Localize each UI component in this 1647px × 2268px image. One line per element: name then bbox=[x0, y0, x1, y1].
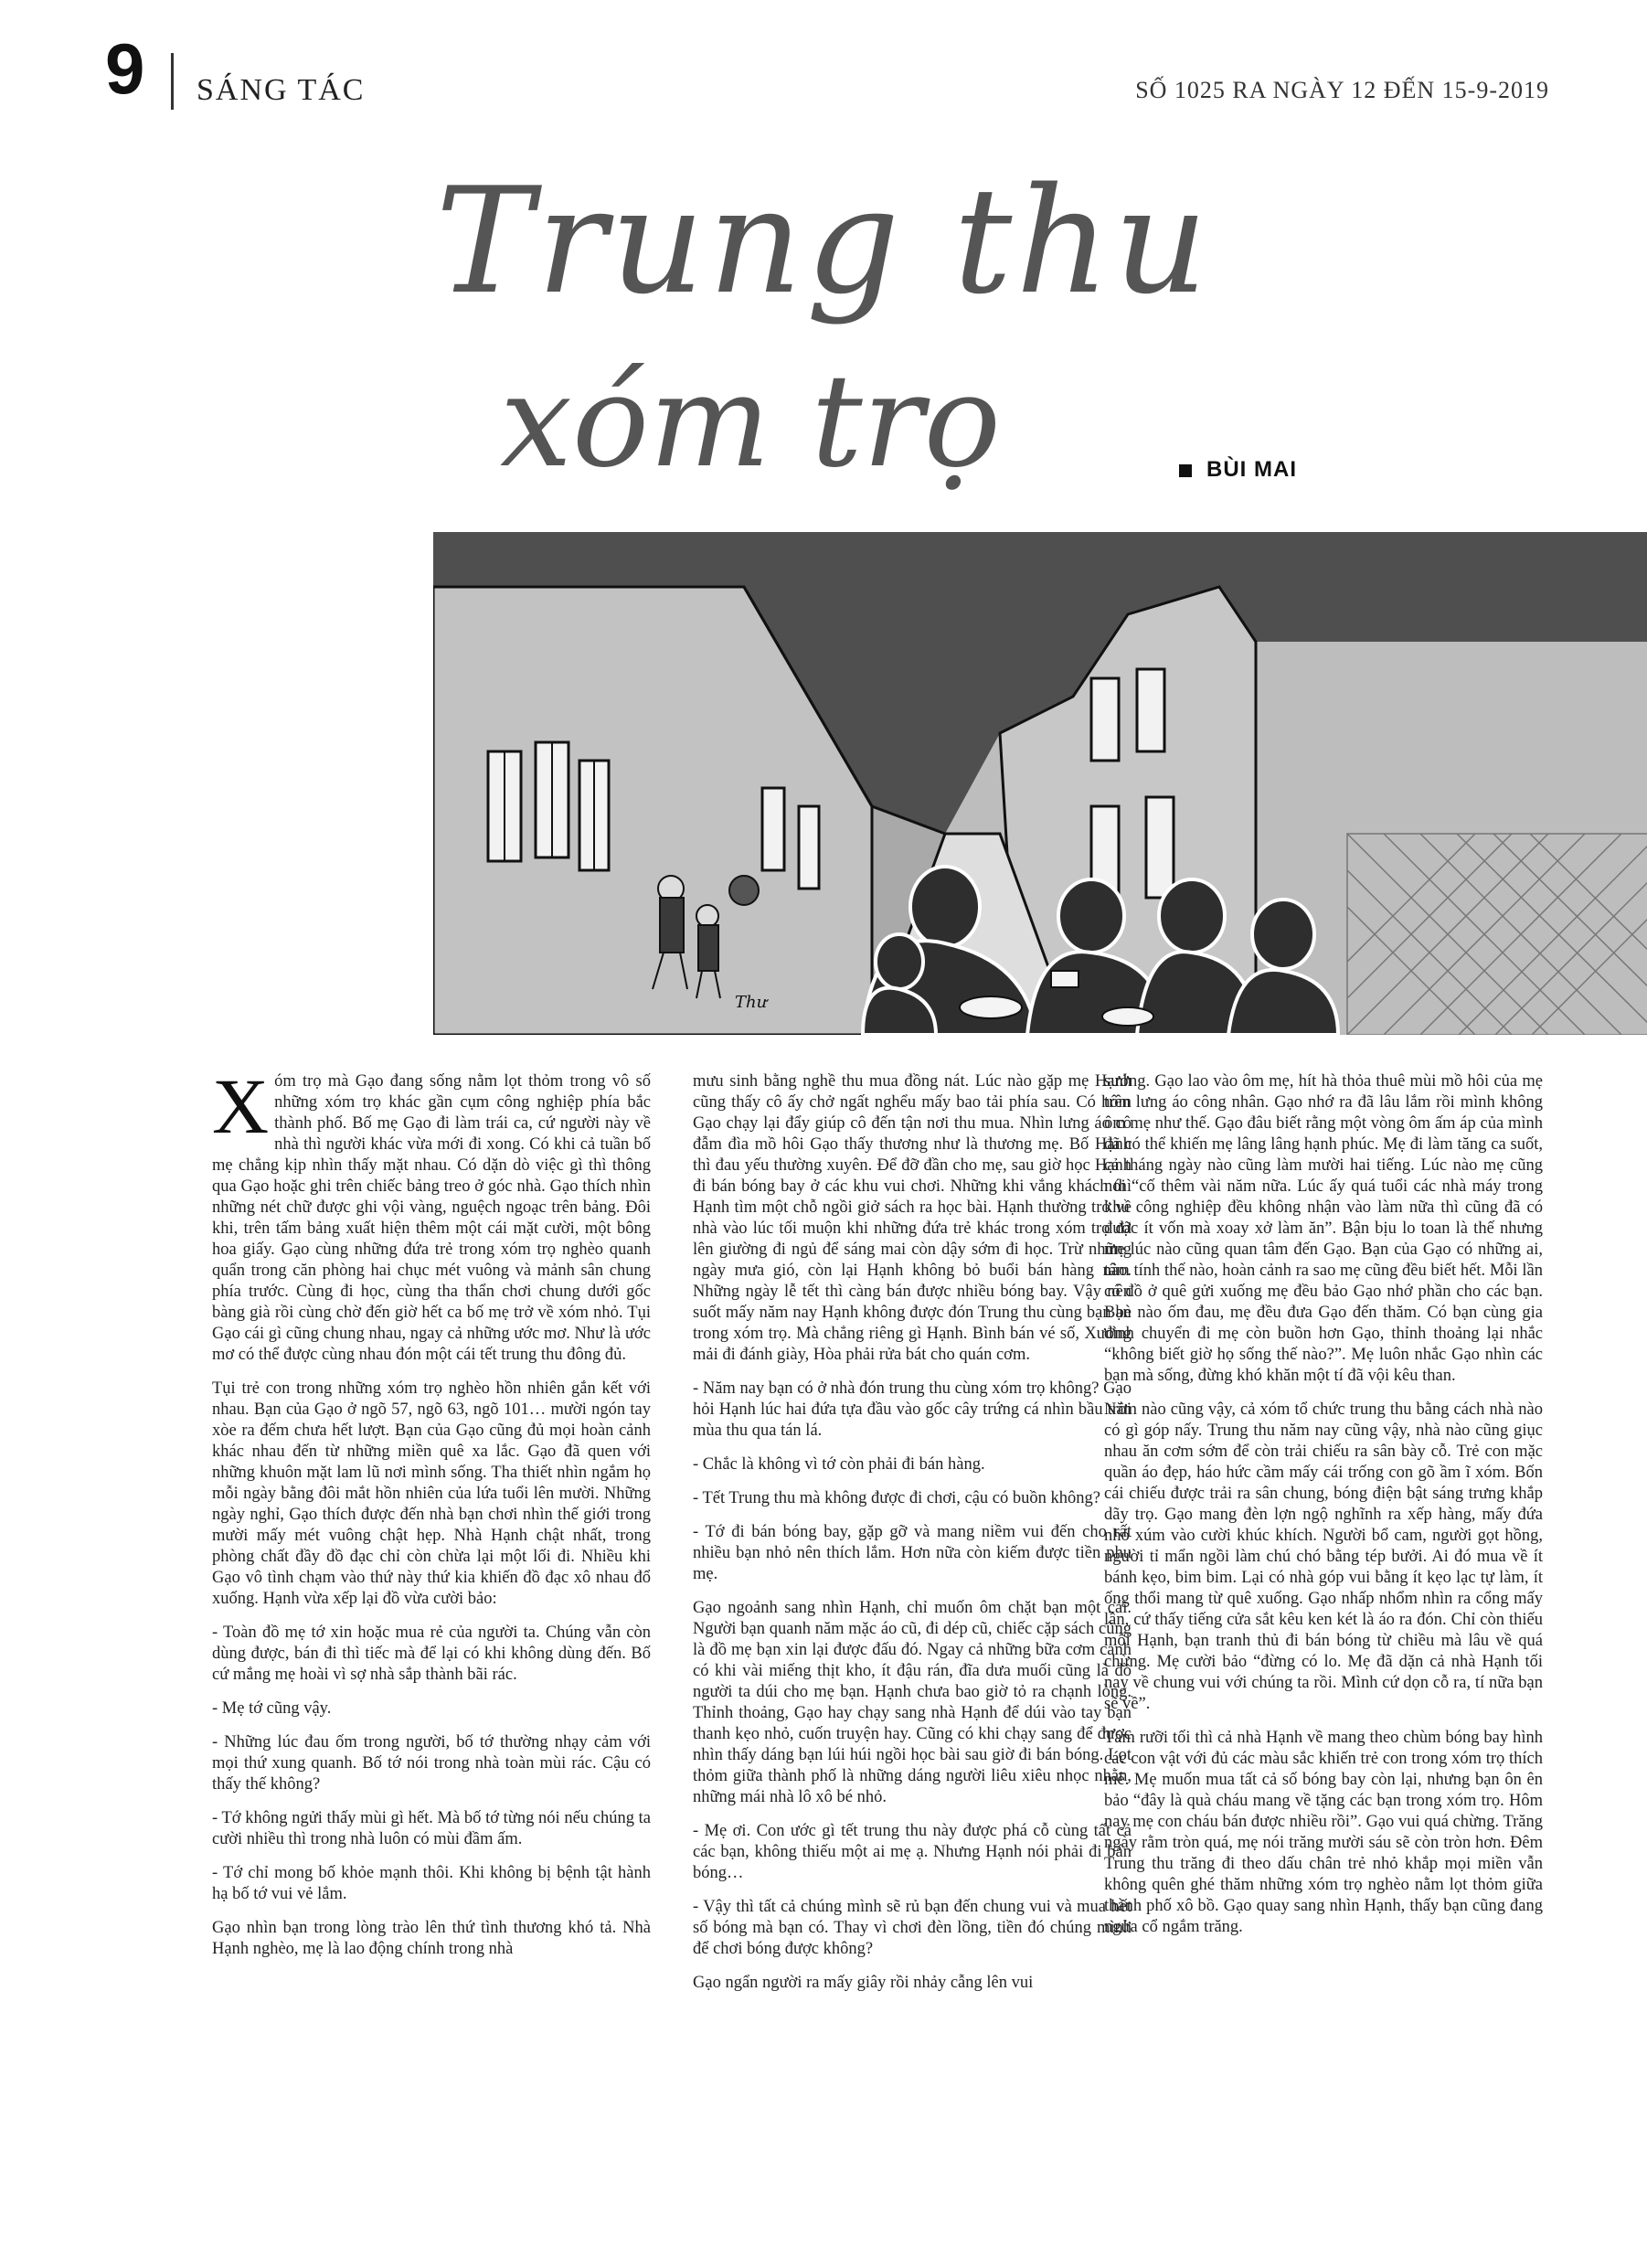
paragraph: sướng. Gạo lao vào ôm mẹ, hít hà thỏa thuê mùi mồ hôi của mẹ trên lưng áo công nhân. Gạo nhớ ra đã lâu lắm rồi mình không ôm mẹ như thế. Gạo đâu biết rằng một vòng ôm ấm áp của mình đã có thể khiến mẹ lâng lâng hạnh phúc. Mẹ đi làm tăng ca suốt, cả tháng ngày nào cũng làm mười hai tiếng. Lúc nào mẹ cũng nói “cố thêm vài năm nữa. Lúc ấy quá tuổi các nhà máy trong khu công nghiệp đều không nhận vào làm nữa thì cũng đã có được ít vốn mà xoay xở làm ăn”. Bận bịu lo toan là thế nhưng mẹ lúc nào cũng quan tâm đến Gạo. Bạn của Gạo có những ai, tâm tính thế nào, hoàn cảnh ra sao mẹ cũng đều biết hết. Mỗi lần có đồ ở quê gửi xuống mẹ đều bảo Gạo nhớ phần cho các bạn. Bạn nào ốm đau, mẹ đều đưa Gạo đến thăm. Có bạn cùng gia đình chuyển đi mẹ còn buồn hơn Gạo, thỉnh thoảng lại nhắc “không biết giờ họ sống thế nào?”. Mẹ luôn nhắc Gạo nhìn các bạn mà sống, đừng khó khăn một tí đã vội kêu than. bbox=[1104, 1072, 1543, 1385]
paragraph: - Tớ đi bán bóng bay, gặp gỡ và mang niềm vui đến cho rất nhiều bạn nhỏ nên thích lắm. Hơn nữa còn kiếm được tiền phụ mẹ. bbox=[693, 1523, 1132, 1583]
paragraph: - Tớ chỉ mong bố khỏe mạnh thôi. Khi không bị bệnh tật hành hạ bố tớ vui vẻ lắm. bbox=[212, 1864, 651, 1903]
drop-cap: X bbox=[212, 1062, 270, 1150]
section-title: SÁNG TÁC bbox=[197, 73, 366, 107]
square-bullet-icon bbox=[1179, 464, 1192, 477]
paragraph: Xóm trọ mà Gạo đang sống nằm lọt thỏm trong vô số những xóm trọ khác gần cụm công nghiệp phía bắc thành phố. Bố mẹ Gạo đi làm trái ca, cứ người này về nhà thì người khác vừa mới đi xong. Có khi cả tuần bố mẹ chẳng kịp nhìn thấy mặt nhau. Có dặn dò việc gì thì thông qua Gạo hoặc ghi trên chiếc bảng treo ở góc nhà. Gạo thích nhìn những nét chữ được ghi vội vàng, nguệch ngoạc trên bảng. Đôi khi, trên tấm bảng xuất hiện thêm một cái mặt cười, một bông hoa giấy. Gạo cùng những đứa trẻ trong xóm trọ nghèo quanh quẩn trong căn phòng hai chục mét vuông và mảnh sân chung phía trước. Cùng đi học, cùng tha thẩn chơi chung dưới gốc bàng già rồi cùng chờ đến giờ hết ca bố mẹ trở về xóm nhỏ. Tụi Gạo cái gì cũng chung nhau, ngay cả những ước mơ. Như là ước mơ có thể được cùng nhau đón một cái tết trung thu đông đủ. bbox=[212, 1062, 651, 1364]
paragraph: Tám rưỡi tối thì cả nhà Hạnh về mang theo chùm bóng bay hình các con vật với đủ các màu sắc khiến trẻ con trong xóm trọ thích mê. Mẹ muốn mua tất cả số bóng bay còn lại, nhưng bạn ôn ên bảo “đây là quà cháu mang về tặng các bạn trong xóm trọ. Hôm nay mẹ con cháu bán được nhiều rồi”. Gạo vui quá chừng. Trăng ngày rằm tròn quá, mẹ nói trăng mười sáu sẽ còn tròn hơn. Đêm Trung thu trăng đi theo dấu chân trẻ nhỏ khắp mọi miền vẫn không quên ghé thăm những xóm trọ nghèo nằm lọt thỏm giữa thành phố xô bồ. Gạo quay sang nhìn Hạnh, thấy bạn cũng đang ngửa cổ ngắm trăng. bbox=[1104, 1729, 1543, 1936]
paragraph: Gạo ngoảnh sang nhìn Hạnh, chỉ muốn ôm chặt bạn một cái. Người bạn quanh năm mặc áo cũ, đi dép cũ, chiếc cặp sách cũng là đồ mẹ bạn xin lại được đấu đó. Ngay cả những bữa cơm canh có khi vài miếng thịt kho, ít đậu rán, đĩa dưa muối cũng là đồ người ta dúi cho mẹ bạn. Hạnh chưa bao giờ tỏ ra chạnh lòng. Thỉnh thoảng, Gạo hay chạy sang nhà Hạnh để dúi vào tay bạn thanh kẹo nhỏ, cuốn truyện hay. Cũng có khi chạy sang để được nhìn thấy dáng bạn lúi húi ngồi học bài sau giờ đi bán bóng. Lọt thỏm giữa thành phố là những dáng người liêu xiêu nhọc nhằn, những mái nhà lô xô bé nhỏ. bbox=[693, 1599, 1132, 1806]
illustrator-signature: Thư bbox=[735, 993, 768, 1012]
issue-info: SỐ 1025 RA NGÀY 12 ĐẾN 15-9-2019 bbox=[1135, 77, 1549, 103]
page-number: 9 bbox=[105, 28, 145, 109]
paragraph: - Vậy thì tất cả chúng mình sẽ rủ bạn đến chung vui và mua hết số bóng mà bạn có. Thay vì chơi đèn lồng, tiền đó chúng mình để chơi bóng được không? bbox=[693, 1898, 1132, 1958]
article-title-line-2: xóm trọ bbox=[500, 347, 1001, 496]
paragraph: Năm nào cũng vậy, cả xóm tổ chức trung thu bằng cách nhà nào có gì góp nấy. Trung thu năm nay cũng vậy, nhà nào cũng giục nhau ăn cơm sớm để còn trải chiếu ra sân bày cỗ. Trẻ con mặc quần áo đẹp, háo hức cầm mấy cái trống con gõ ầm ĩ xóm. Bốn cái chiếu được trải ra sân chung, bóng điện bật sáng trưng khắp dãy trọ. Gạo mang đèn lợn ngộ nghĩnh ra xếp hàng, mấy đứa nhỏ xúm vào cười khúc khích. Người bổ cam, người gọt hồng, người tỉ mẩn ngồi làm chú chó bằng tép bưởi. Ai đó mua về ít bánh kẹo, bim bim. Lại có nhà góp vui bằng ít kẹo lạc tự làm, ít ống thổi mang từ quê xuống. Gạo nhấp nhổm nhìn ra cổng mấy lần, cứ thấy tiếng cửa sắt kêu ken két là áo ra đón. Chỉ còn thiếu mỗi Hạnh, bạn tranh thủ đi bán bóng từ chiều mà lâu về quá chừng. Mẹ cười bảo “đừng có lo. Mẹ đã dặn cả nhà Hạnh tối nay về chung vui với chúng ta rồi. Mình cứ dọn cỗ ra, tí nữa bạn sẽ về”. bbox=[1104, 1400, 1543, 1713]
article-column-2 bbox=[693, 1071, 1132, 2007]
paragraph: Gạo nhìn bạn trong lòng trào lên thứ tình thương khó tả. Nhà Hạnh nghèo, mẹ là lao động chính trong nhà bbox=[212, 1919, 651, 1958]
article-title-line-1: Trung thu bbox=[435, 155, 1212, 326]
paragraph: mưu sinh bằng nghề thu mua đồng nát. Lúc nào gặp mẹ Hạnh cũng thấy cô ấy chở ngất nghểu mấy bao tải phía sau. Có hôm Gạo chạy lại đẩy giúp cô đến tận nơi thu mua. Nhìn lưng áo cô đẫm đìa mồ hôi Gạo thấy thương như là thương mẹ. Bố Hạnh thì đau yếu thường xuyên. Để đỡ đần cho mẹ, sau giờ học Hạnh đi bán bóng bay ở các khu vui chơi. Những khi vắng khách thì Hạnh tìm một chỗ ngồi giở sách ra học bài. Hạnh thường trở về nhà vào lúc tối muộn khi những đứa trẻ khác trong xóm trọ đã lên giường đi ngủ để sáng mai còn dậy sớm đi học. Trừ những ngày mưa gió, còn lại Hạnh không bỏ buổi bán hàng nào. Những ngày lễ tết thì càng bán được nhiều bóng bay. Vậy nên suốt mấy năm nay Hạnh không được đón Trung thu cùng bạn bè trong xóm trọ. Mà chẳng riêng gì Hạnh. Bình bán vé số, Xương mải đi đánh giày, Hòa phải rửa bát cho quán cơm. bbox=[693, 1072, 1132, 1364]
paragraph: - Mẹ ơi. Con ước gì tết trung thu này được phá cỗ cùng tất cả các bạn, không thiếu một ai mẹ ạ. Nhưng Hạnh nói phải đi bán bóng… bbox=[693, 1822, 1132, 1882]
paragraph: - Mẹ tớ cũng vậy. bbox=[212, 1699, 332, 1718]
paragraph: - Toàn đồ mẹ tớ xin hoặc mua rẻ của người ta. Chúng vẫn còn dùng được, bán đi thì tiếc mà để lại có khi không dùng đến. Bố cứ mắng mẹ hoài vì sợ nhà sắp thành bãi rác. bbox=[212, 1624, 651, 1684]
paragraph: Gạo ngẩn người ra mấy giây rồi nhảy cẫng lên vui bbox=[693, 1974, 1034, 1992]
article-column-3 bbox=[1104, 1071, 1543, 1951]
paragraph: - Những lúc đau ốm trong người, bố tớ thường nhạy cảm với mọi thứ xung quanh. Bố tớ nói trong nhà toàn mùi rác. Cậu có thấy thế không? bbox=[212, 1733, 651, 1794]
paragraph: - Chắc là không vì tớ còn phải đi bán hàng. bbox=[693, 1455, 985, 1474]
paragraph: Tụi trẻ con trong những xóm trọ nghèo hồn nhiên gắn kết với nhau. Bạn của Gạo ở ngõ 57, ngõ 63, ngõ 101… mười ngón tay xòe ra đếm chưa hết lượt. Bạn của Gạo cũng đủ mọi hoàn cảnh khác nhau đến từ những miền quê xa lắc. Gạo đã quen với những khuôn mặt lam lũ nơi mình sống. Tha thiết nhìn ngắm họ mỗi ngày bằng đôi mắt hồn nhiên của lứa tuổi lên mười. Những ngày nghỉ, Gạo thích được đến nhà bạn chơi nhìn thế giới trong mười mấy mét vuông chật hẹp. Nhà Hạnh chật nhất, trong phòng chất đầy đồ đạc chỉ còn chừa lại một lối đi. Nhiều khi Gạo vô tình chạm vào thứ này thứ kia khiến đồ đạc xô nhau đổ xuống. Hạnh vừa xếp lại đồ vừa cười bảo: bbox=[212, 1379, 651, 1608]
header-divider bbox=[171, 53, 174, 110]
paragraph: - Năm nay bạn có ở nhà đón trung thu cùng xóm trọ không? Gạo hỏi Hạnh lúc hai đứa tựa đầu vào gốc cây trứng cá nhìn bầu trời mùa thu qua tán lá. bbox=[693, 1379, 1132, 1440]
article-column-1 bbox=[212, 1062, 651, 1973]
paragraph: - Tết Trung thu mà không được đi chơi, cậu có buồn không? bbox=[693, 1489, 1100, 1507]
paragraph: - Tớ không ngửi thấy mùi gì hết. Mà bố tớ từng nói nếu chúng ta cười nhiều thì trong nhà luôn có mùi đầm ấm. bbox=[212, 1809, 651, 1848]
author-byline bbox=[1179, 457, 1297, 483]
author-name: BÙI MAI bbox=[1206, 457, 1297, 482]
page-header bbox=[105, 28, 1549, 119]
illustration bbox=[433, 532, 1647, 1035]
